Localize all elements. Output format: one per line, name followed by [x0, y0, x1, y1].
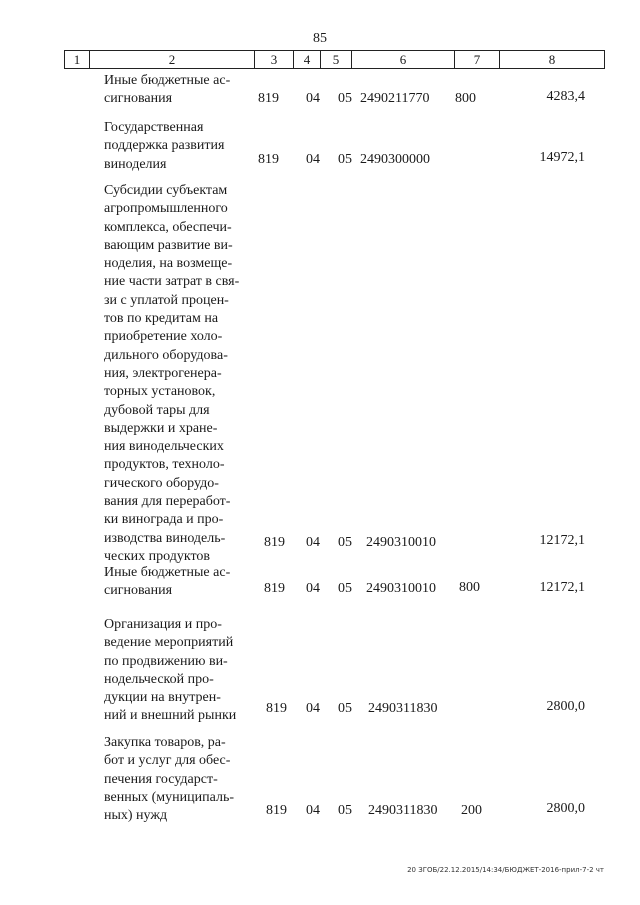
row-subsection: 05	[338, 91, 352, 106]
row-target: 2490310010	[366, 535, 436, 550]
row-name-line: выдержки и хране-	[104, 420, 218, 436]
row-name-line: приобретение холо-	[104, 329, 223, 345]
row-amount: 2800,0	[546, 801, 585, 816]
row-name-line: вающим развитие ви-	[104, 237, 233, 253]
row-name-line: Иные бюджетные ас-	[104, 565, 231, 580]
row-target: 2490211770	[360, 91, 430, 106]
row-name	[104, 616, 248, 726]
page-number: 85	[313, 31, 327, 46]
row-name-line: ние части затрат в свя-	[104, 274, 240, 290]
row-name-line: ческих продуктов	[104, 548, 210, 564]
row-name	[104, 119, 248, 174]
row-amount: 2800,0	[546, 699, 585, 714]
row-name-line: виноделия	[104, 156, 167, 172]
row-name-line: ния, электрогенера-	[104, 365, 222, 381]
row-code: 819	[258, 152, 279, 167]
column-header-6: 6	[352, 51, 455, 69]
column-header-4: 4	[294, 51, 321, 69]
row-code: 819	[266, 701, 287, 716]
row-code: 819	[258, 91, 279, 106]
row-code: 819	[264, 581, 285, 596]
row-name-line: продуктов, техноло-	[104, 457, 225, 473]
row-amount: 14972,1	[539, 150, 585, 165]
row-section: 04	[306, 535, 320, 550]
row-name	[104, 564, 248, 601]
row-name-line: ноделия, на возмеще-	[104, 256, 233, 272]
row-name-line: дубовой тары для	[104, 402, 210, 418]
row-name-line: Субсидии субъектам	[104, 183, 228, 198]
row-target: 2490300000	[360, 152, 430, 167]
row-name-line: зи с уплатой процен-	[104, 292, 229, 308]
row-subsection: 05	[338, 803, 352, 818]
row-section: 04	[306, 701, 320, 716]
row-name-line: агропромышленного	[104, 201, 228, 217]
row-expense-type: 800	[455, 91, 476, 106]
row-name-line: тов по кредитам на	[104, 311, 219, 327]
row-subsection: 05	[338, 581, 352, 596]
row-name-line: ки винограда и про-	[104, 512, 224, 528]
row-name-line: ния винодельческих	[104, 439, 224, 455]
row-name-line: Закупка товаров, ра-	[104, 735, 226, 750]
row-name-line: Государственная	[104, 120, 204, 135]
row-amount: 12172,1	[539, 580, 585, 595]
row-name-line: бот и услуг для обес-	[104, 753, 231, 769]
row-name-line: изводства винодель-	[104, 530, 226, 546]
row-name-line: дукции на внутрен-	[104, 690, 221, 706]
row-target: 2490310010	[366, 581, 436, 596]
row-section: 04	[306, 803, 320, 818]
row-subsection: 05	[338, 535, 352, 550]
row-expense-type: 800	[459, 580, 480, 595]
row-code: 819	[264, 535, 285, 550]
row-name	[104, 72, 248, 109]
row-name-line: сигнования	[104, 583, 173, 599]
row-subsection: 05	[338, 152, 352, 167]
column-header-1: 1	[65, 51, 90, 69]
row-code: 819	[266, 803, 287, 818]
row-target: 2490311830	[368, 701, 438, 716]
row-name-line: венных (муниципаль-	[104, 789, 234, 805]
row-name-line: комплекса, обеспечи-	[104, 219, 232, 235]
row-amount: 12172,1	[539, 533, 585, 548]
row-name	[104, 182, 248, 566]
column-header-5: 5	[321, 51, 352, 69]
row-name-line: по продвижению ви-	[104, 653, 228, 669]
row-name-line: нодельческой про-	[104, 671, 214, 687]
row-name-line: сигнования	[104, 91, 173, 107]
row-name-line: ных) нужд	[104, 808, 168, 824]
row-name-line: Организация и про-	[104, 617, 222, 632]
row-target: 2490311830	[368, 803, 438, 818]
row-name-line: ний и внешний рынки	[104, 708, 237, 724]
row-expense-type: 200	[461, 803, 482, 818]
row-name-line: Иные бюджетные ас-	[104, 73, 231, 88]
row-name-line: гического оборудо-	[104, 475, 219, 491]
row-name-line: торных установок,	[104, 384, 216, 400]
row-section: 04	[306, 91, 320, 106]
row-section: 04	[306, 152, 320, 167]
row-name-line: дильного оборудова-	[104, 347, 228, 363]
column-header-8: 8	[500, 51, 605, 69]
document-footer-stamp: 20 ЗГОБ/22.12.2015/14:34/БЮДЖЕТ-2016-прил-7-2 чт	[407, 866, 604, 874]
row-subsection: 05	[338, 701, 352, 716]
row-name-line: вания для переработ-	[104, 494, 231, 510]
column-header-3: 3	[255, 51, 294, 69]
row-name	[104, 734, 248, 825]
column-header-2: 2	[90, 51, 255, 69]
row-name-line: печения государст-	[104, 771, 218, 787]
row-name-line: поддержка развития	[104, 138, 225, 154]
column-header-7: 7	[455, 51, 500, 69]
row-name-line: ведение мероприятий	[104, 635, 234, 651]
row-amount: 4283,4	[546, 89, 585, 104]
row-section: 04	[306, 581, 320, 596]
